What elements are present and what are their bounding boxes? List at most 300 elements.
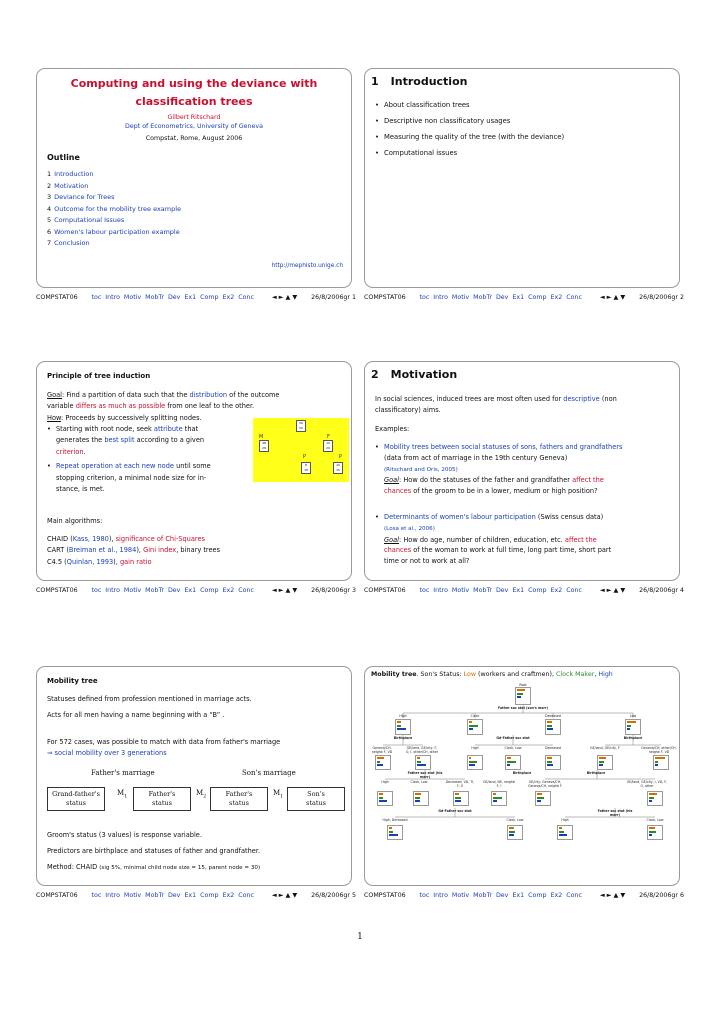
frame-heading	[371, 671, 613, 678]
tree-node	[467, 755, 483, 770]
nav-link[interactable]: Comp	[200, 587, 219, 594]
branch-label: GE/land, NE, neighb F, I	[483, 780, 515, 788]
page-number: 1	[357, 932, 363, 942]
nav-link[interactable]: Dev	[495, 294, 509, 301]
text: affect the	[564, 535, 597, 544]
text: : Find a partition of data such that the	[62, 391, 190, 399]
text: , binary trees	[176, 546, 221, 555]
tree-node	[259, 440, 269, 452]
branch-label: High	[561, 818, 569, 822]
title-line-2: classification trees	[135, 95, 253, 108]
outline-heading: Outline	[47, 153, 80, 162]
section-heading	[371, 75, 467, 88]
branch-label: GE/land, GE/city, F, O, I, other/CH, other	[405, 746, 439, 754]
nav-link[interactable]: Ex1	[184, 587, 197, 594]
text: gain ratio	[119, 557, 152, 566]
nav-link[interactable]: MobTr	[145, 587, 164, 594]
reference-link[interactable]: (Losa et al., 2006)	[384, 525, 435, 532]
reference-link[interactable]: Kass, 1980	[72, 535, 109, 543]
slide-1	[36, 68, 352, 288]
text: Acts for all men having a name beginning with a “B” .	[47, 711, 225, 719]
nav-link[interactable]: Ex1	[512, 587, 525, 594]
text: C4.5 (	[47, 557, 67, 566]
nav-link[interactable]: Comp	[528, 294, 547, 301]
text: (data from act of marriage in the 19th century Geneva)	[384, 453, 568, 462]
section-heading	[371, 368, 457, 381]
text: In social sciences, induced trees are most often used for	[375, 395, 564, 403]
nav-link[interactable]: Intro	[433, 892, 448, 899]
branch-label: Low	[629, 714, 637, 718]
split-label: P	[303, 454, 307, 460]
branch-label: Clock, Low	[410, 780, 428, 784]
status-box	[47, 787, 105, 811]
nav-link[interactable]: MobTr	[473, 892, 492, 899]
outline-item[interactable]	[47, 215, 181, 227]
text: affect the	[572, 476, 604, 485]
branch-label: Clock, Low	[506, 818, 524, 822]
page-label: 26/8/2006gr 3	[311, 587, 356, 594]
footer-title: COMPSTAT06	[364, 587, 406, 594]
bullet-item	[47, 424, 257, 458]
outline-item[interactable]	[47, 181, 181, 193]
nav-link[interactable]: MobTr	[473, 294, 492, 301]
mobility-tree	[365, 683, 680, 883]
node-value: 20	[326, 446, 330, 450]
branch-label: Geneva/CH, neighb F, VD	[371, 746, 393, 754]
nav-link[interactable]: Intro	[433, 294, 448, 301]
bullet-dot: •	[375, 443, 379, 451]
reference-link[interactable]: Quinlan, 1993	[66, 557, 114, 566]
bullet-list	[375, 101, 564, 165]
tree-node	[647, 791, 663, 806]
footer-nav	[420, 892, 586, 899]
nav-link[interactable]: Conc	[238, 587, 254, 594]
text: Clock Maker	[556, 671, 595, 678]
outline-num: 3	[47, 193, 52, 201]
slide-footer	[364, 587, 684, 594]
nav-link[interactable]: Ex2	[222, 892, 235, 899]
outline-item[interactable]	[47, 192, 181, 204]
tree-node	[375, 755, 391, 770]
text: .	[83, 447, 86, 456]
footer-nav	[92, 892, 258, 899]
tree-node	[377, 791, 393, 806]
text: of the outcome	[227, 391, 280, 399]
example-tree	[253, 418, 349, 482]
box-text	[306, 790, 326, 808]
branch-label: Geneva/CH, other/CH, neighb F, VD	[641, 746, 677, 754]
bullet-dot: •	[47, 425, 51, 433]
example-labour	[375, 512, 675, 567]
text: . Son's Status:	[416, 671, 464, 678]
tree-node	[505, 755, 521, 770]
nav-link[interactable]: Ex2	[222, 587, 235, 594]
arrow-label	[196, 789, 206, 799]
branch-label: High	[399, 714, 407, 718]
nav-link[interactable]: Conc	[566, 587, 582, 594]
text: classificatory) aims.	[375, 406, 441, 415]
outline-item[interactable]	[47, 227, 181, 239]
slide-3	[36, 361, 352, 581]
tree-node	[597, 755, 613, 770]
text: time or not to work at all?	[384, 557, 470, 566]
text: from one leaf to the other.	[165, 402, 255, 411]
outline-item[interactable]	[47, 238, 181, 250]
text: Determinants of women's labour participation	[384, 513, 536, 521]
outline-link[interactable]: Outcome for the mobility tree example	[54, 204, 182, 213]
bullets	[47, 424, 257, 495]
nav-link[interactable]: Comp	[528, 892, 547, 899]
node-value: 10	[326, 441, 330, 445]
tree-node	[507, 825, 523, 840]
nav-link[interactable]: Ex1	[512, 892, 525, 899]
text: differs as much as possible	[75, 402, 166, 411]
nav-link[interactable]: Comp	[528, 587, 547, 594]
algorithms-label: Main algorithms:	[47, 517, 103, 525]
footer-title: COMPSTAT06	[36, 587, 78, 594]
outline-link[interactable]: Computational Issues	[54, 216, 125, 224]
conference: Compstat, Rome, August 2006	[145, 135, 243, 142]
tree-node	[415, 755, 431, 770]
tree-node	[387, 825, 403, 840]
branch-label: Clock, Low	[646, 818, 664, 822]
text: Father's	[225, 790, 253, 798]
nav-link[interactable]: Conc	[566, 294, 582, 301]
subscript: 1	[124, 793, 128, 800]
status-box	[133, 787, 191, 811]
page-label: 26/8/2006gr 6	[639, 892, 684, 899]
node-value: 15	[336, 468, 340, 472]
split-label: Father soc stat (son's marr)	[498, 706, 548, 710]
text: stopping criterion, a minimal node size for in-	[56, 473, 207, 482]
text: that	[182, 425, 199, 433]
branch-label: High, Deceased	[382, 818, 408, 822]
branch-label: GE/land, GE/city, F	[590, 746, 620, 750]
text: M	[196, 789, 204, 797]
tree-node	[557, 825, 573, 840]
split-label: Father soc stat (his marr)	[597, 809, 633, 817]
split-label: P	[339, 454, 343, 460]
example-mobility	[375, 442, 675, 497]
text: : Proceeds by successively splitting nodes.	[61, 413, 202, 422]
tree-node	[545, 719, 561, 735]
text: (Swiss census data)	[535, 513, 604, 521]
nav-link[interactable]: Dev	[167, 892, 181, 899]
goal-label: Goal	[47, 391, 63, 399]
nav-link[interactable]: toc	[419, 294, 430, 301]
arrow-label	[273, 789, 283, 799]
nav-link[interactable]: MobTr	[145, 294, 164, 301]
tree-node	[296, 420, 306, 432]
bullet-dot: •	[375, 513, 379, 521]
slide-footer	[364, 294, 684, 301]
slide-footer	[364, 892, 684, 899]
tree-node	[535, 791, 551, 806]
text: Mobility tree	[371, 671, 417, 678]
text: Method: CHAID	[47, 863, 100, 871]
text: status	[152, 799, 172, 807]
frame-heading: Principle of tree induction	[47, 372, 151, 380]
text: M	[273, 789, 281, 797]
examples-label: Examples:	[375, 425, 410, 433]
text: Mobility trees between social statuses of sons, fathers and grandfathers	[384, 443, 623, 451]
node-value: 10	[336, 463, 340, 467]
nav-link[interactable]: Ex2	[550, 587, 563, 594]
nav-arrows-icon[interactable]: ◄ ► ▲ ▼	[599, 587, 626, 594]
page-label: 26/8/2006gr 1	[311, 294, 356, 301]
goal-label: Goal	[384, 535, 400, 544]
nav-link[interactable]: Intro	[105, 294, 120, 301]
nav-link[interactable]: toc	[419, 587, 430, 594]
author: Gilbert Ritschard	[167, 114, 221, 121]
text: CHAID (	[47, 535, 73, 543]
text: CART (	[47, 546, 69, 555]
text: generates the	[56, 436, 105, 445]
node-value: 18	[304, 468, 308, 472]
slide-2	[364, 68, 680, 288]
reference-link[interactable]: Breiman et al., 1984	[68, 546, 137, 555]
nav-link[interactable]: toc	[91, 294, 102, 301]
nav-link[interactable]: Dev	[167, 587, 181, 594]
text: until some	[173, 462, 211, 471]
split-label: Birthplace	[512, 771, 532, 775]
tree-node	[647, 825, 663, 840]
text: (workers and craftmen),	[476, 671, 557, 678]
text: attribute	[153, 425, 183, 433]
diagram-label: Son's marriage	[242, 769, 296, 777]
bullet-item: • Measuring the quality of the tree (with the deviance)	[375, 133, 564, 141]
bullet-item: • Computational issues	[375, 149, 564, 157]
nav-link[interactable]: Intro	[105, 587, 120, 594]
section-number: 1	[371, 75, 379, 88]
footer-title: COMPSTAT06	[364, 294, 406, 301]
text: of the woman to work at full time, long part time, short part	[411, 546, 612, 555]
nav-link[interactable]: Conc	[238, 294, 254, 301]
text: Groom's status (3 values) is response variable.	[47, 831, 202, 839]
branch-label: GE/city, Geneva/CH, Geneva/CH, neighb F	[528, 780, 562, 788]
text: ⇒ social mobility over 3 generations	[47, 749, 167, 757]
tree-node	[625, 719, 641, 735]
text: ),	[108, 535, 116, 543]
text: Repeat operation at each new node	[56, 462, 174, 471]
nav-link[interactable]: Ex1	[184, 892, 197, 899]
outline-link[interactable]: Introduction	[54, 170, 94, 178]
text: status	[66, 799, 86, 807]
nav-arrows-icon[interactable]: ◄ ► ▲ ▼	[599, 892, 626, 899]
subscript: 1	[280, 793, 284, 800]
split-label: M	[259, 434, 264, 440]
page-label: 26/8/2006gr 5	[311, 892, 356, 899]
outline-num: 7	[47, 239, 52, 247]
how-label: How	[47, 413, 62, 422]
text: according to a given	[134, 436, 205, 445]
outline-item[interactable]	[47, 169, 181, 181]
text: (non	[599, 395, 617, 403]
nav-arrows-icon[interactable]: ◄ ► ▲ ▼	[271, 294, 298, 301]
text: Son's	[307, 790, 325, 798]
branch-label: Clock	[470, 714, 480, 718]
text: Father's	[148, 790, 176, 798]
branch-label: High	[381, 780, 389, 784]
url-link[interactable]: http://mephisto.unige.ch	[271, 263, 343, 269]
nav-link[interactable]: MobTr	[145, 892, 164, 899]
split-label: Gd-Father soc stat	[438, 809, 472, 813]
status-box	[287, 787, 345, 811]
footer-title: COMPSTAT06	[36, 892, 78, 899]
text: Grand-father's	[52, 790, 100, 798]
intro-text	[375, 394, 675, 417]
text	[384, 476, 399, 484]
nav-link[interactable]: Conc	[566, 892, 582, 899]
nav-link[interactable]: toc	[91, 892, 102, 899]
nav-link[interactable]: Intro	[105, 892, 120, 899]
text: distribution	[189, 391, 228, 399]
outline-link[interactable]: Motivation	[54, 181, 89, 190]
footer-nav	[92, 587, 258, 594]
nav-link[interactable]: Motiv	[123, 892, 142, 899]
slide-title	[37, 75, 351, 111]
branch-label: Clock, Low	[504, 746, 522, 750]
footer-nav	[420, 587, 586, 594]
subscript: 2	[203, 793, 207, 800]
box-text	[149, 790, 176, 808]
slide-5	[36, 666, 352, 886]
nav-link[interactable]: Motiv	[451, 892, 470, 899]
slide-4	[364, 361, 680, 581]
nav-link[interactable]: Motiv	[451, 294, 470, 301]
box-text	[226, 790, 253, 808]
text: : How do the statuses of the father and grandfather	[399, 476, 573, 485]
footer-title: COMPSTAT06	[36, 294, 78, 301]
node-value: 48	[262, 441, 266, 445]
nav-link[interactable]: Ex2	[550, 892, 563, 899]
text: stance, is met.	[56, 485, 105, 494]
nav-link[interactable]: Intro	[433, 587, 448, 594]
slide-footer	[36, 294, 356, 301]
text: Gini index	[143, 546, 177, 555]
match-text	[47, 737, 347, 759]
branch-label: High	[471, 746, 479, 750]
text: : How do age, number of children, education, etc.	[399, 535, 565, 544]
nav-arrows-icon[interactable]: ◄ ► ▲ ▼	[271, 892, 298, 899]
outline-num: 2	[47, 181, 52, 190]
outline-link[interactable]: Women's labour participation example	[54, 227, 180, 236]
text: chances	[384, 546, 412, 555]
section-title: Introduction	[390, 75, 468, 88]
tree-node-root	[515, 687, 531, 705]
diagram-label: Father's marriage	[91, 769, 155, 777]
nav-link[interactable]: Ex2	[550, 294, 563, 301]
nav-link[interactable]: Motiv	[123, 587, 142, 594]
author-block	[37, 113, 351, 131]
outline-num: 1	[47, 170, 52, 178]
reference-link[interactable]: (Ritschard and Oris, 2005)	[384, 466, 458, 473]
branch-label: Deceased	[545, 746, 561, 750]
nav-link[interactable]: toc	[419, 892, 430, 899]
nav-link[interactable]: Ex2	[222, 294, 235, 301]
footer-nav	[420, 294, 586, 301]
split-label: Father soc stat (his marr)	[407, 771, 443, 779]
bullet-item: • About classification trees	[375, 101, 564, 109]
tree-node	[653, 755, 669, 770]
nav-link[interactable]: Ex1	[512, 294, 525, 301]
node-value: 8	[305, 463, 307, 467]
split-label: F	[327, 434, 330, 440]
slide-footer	[36, 892, 356, 899]
tree-node	[413, 791, 429, 806]
text: best split	[104, 436, 135, 445]
outline-list	[47, 169, 181, 250]
split-label: Birthplace	[586, 771, 606, 775]
arrow-label	[117, 789, 127, 799]
outline-num: 4	[47, 204, 52, 213]
nav-link[interactable]: Dev	[167, 294, 181, 301]
tree-node	[491, 791, 507, 806]
tree-node	[545, 755, 561, 770]
page-label: 26/8/2006gr 4	[639, 587, 684, 594]
algorithms-list	[47, 534, 347, 568]
frame-heading: Mobility tree	[47, 677, 98, 685]
slide-footer	[36, 587, 356, 594]
text: status	[306, 799, 326, 807]
nav-link[interactable]: Comp	[200, 892, 219, 899]
tree-node	[323, 440, 333, 452]
variables-text	[47, 827, 347, 876]
tree-node	[301, 462, 311, 474]
nav-link[interactable]: Comp	[200, 294, 219, 301]
text: significance of Chi-Squares	[115, 535, 205, 543]
nav-link[interactable]: Dev	[495, 587, 509, 594]
text: Predictors are birthplace and statuses of father and grandfather.	[47, 847, 261, 855]
section-number: 2	[371, 368, 379, 381]
nav-arrows-icon[interactable]: ◄ ► ▲ ▼	[599, 294, 626, 301]
tree-node	[467, 719, 483, 735]
nav-link[interactable]: Motiv	[123, 294, 142, 301]
split-label: Gd-Father soc stat	[496, 736, 530, 740]
text: (sig 5%, minimal child node size = 15, parent node = 30)	[99, 865, 261, 871]
branch-label: Deceased, VD, TI, F, O	[445, 780, 475, 788]
outline-item[interactable]	[47, 204, 181, 216]
nav-arrows-icon[interactable]: ◄ ► ▲ ▼	[271, 587, 298, 594]
outline-link[interactable]: Conclusion	[54, 239, 90, 247]
text: Statuses defined from profession mentioned in marriage acts.	[47, 695, 252, 703]
nav-link[interactable]: MobTr	[473, 587, 492, 594]
nav-link[interactable]: Conc	[238, 892, 254, 899]
outline-link[interactable]: Deviance for Trees	[54, 193, 115, 201]
bullet-item	[47, 461, 257, 495]
split-label: Birthplace	[623, 736, 643, 740]
nav-link[interactable]: Ex1	[184, 294, 197, 301]
text: chances	[384, 487, 412, 496]
bullet-item	[375, 512, 675, 567]
node-value: 50	[299, 426, 303, 430]
slide-6	[364, 666, 680, 886]
node-value: 50	[299, 421, 303, 425]
status-box	[210, 787, 268, 811]
text: High	[598, 671, 613, 678]
section-title: Motivation	[390, 368, 458, 381]
footer-title: COMPSTAT06	[364, 892, 406, 899]
nav-link[interactable]: toc	[91, 587, 102, 594]
nav-link[interactable]: Motiv	[451, 587, 470, 594]
text: M	[117, 789, 125, 797]
text: descriptive	[563, 395, 600, 403]
node-value: 28	[262, 446, 266, 450]
tree-node	[395, 719, 411, 735]
text: Low	[463, 671, 476, 678]
tree-node	[453, 791, 469, 806]
nav-link[interactable]: Dev	[495, 892, 509, 899]
